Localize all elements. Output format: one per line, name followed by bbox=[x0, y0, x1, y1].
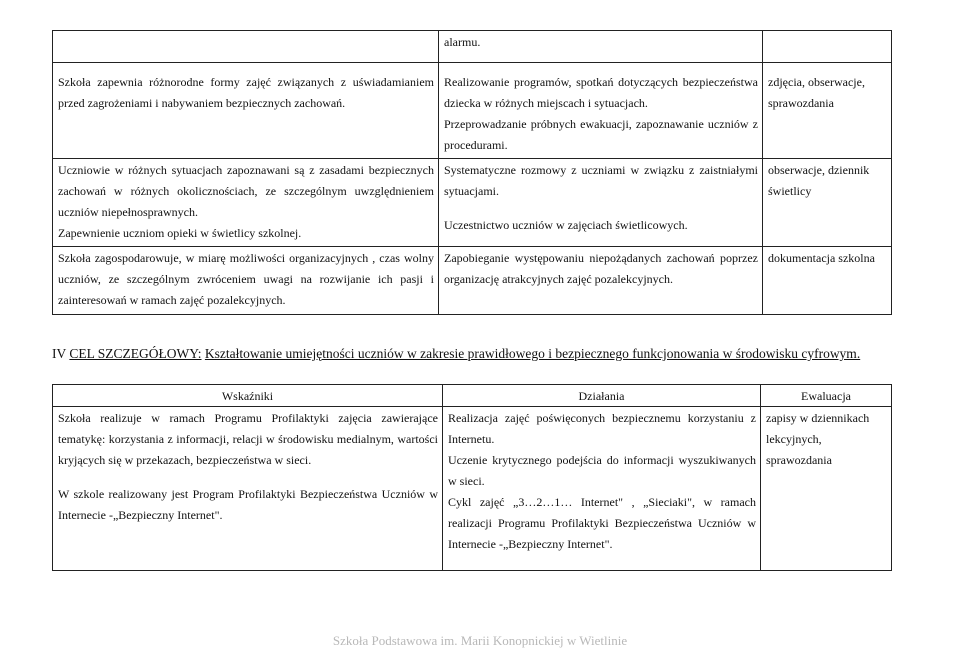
section-label: CEL SZCZEGÓŁOWY: bbox=[69, 346, 202, 361]
cell-text: Uczestnictwo uczniów w zajęciach świetlicowych. bbox=[444, 218, 688, 232]
cell-text: zapisy w dziennikach lekcyjnych, sprawozdania bbox=[766, 411, 870, 467]
cell-text: Uczenie krytycznego podejścia do informacji wyszukiwanych w sieci. bbox=[448, 453, 756, 488]
cell-text: Zapewnienie uczniom opieki w świetlicy szkolnej. bbox=[58, 226, 302, 240]
table-cell bbox=[53, 247, 439, 315]
cell-text: Szkoła zapewnia różnorodne formy zajęć związanych z uświadamianiem przed zagrożeniami i nabywaniem bezpiecznych zachowań. bbox=[58, 75, 434, 110]
spacer bbox=[58, 471, 438, 484]
section-heading bbox=[52, 344, 952, 364]
page-footer: Szkoła Podstawowa im. Marii Konopnickiej w Wietlinie bbox=[332, 633, 628, 648]
cell-text: dokumentacja szkolna bbox=[768, 251, 875, 265]
cell-text: Zapobieganie występowaniu niepożądanych zachowań poprzez organizację atrakcyjnych zajęć pozalekcyjnych. bbox=[444, 251, 758, 286]
table-cell bbox=[763, 247, 892, 315]
table-cell bbox=[439, 31, 763, 63]
cell-text: Cykl zajęć „3…2…1… Internet" , „Sieciaki", w ramach realizacji Programu Profilaktyki Bezpieczeństwa Uczniów w Internecie -„Bezpieczny Internet". bbox=[448, 495, 756, 551]
spacer bbox=[444, 202, 758, 215]
table-cell bbox=[53, 63, 439, 159]
table-row bbox=[53, 31, 892, 63]
table-cell bbox=[439, 159, 763, 247]
cell-text: zdjęcia, obserwacje, sprawozdania bbox=[768, 75, 865, 110]
column-header: Wskaźniki bbox=[53, 385, 443, 407]
table-row bbox=[53, 63, 892, 159]
table-cell bbox=[763, 63, 892, 159]
cell-text: Realizowanie programów, spotkań dotyczących bezpieczeństwa dziecka w różnych miejscach i sytuacjach. bbox=[444, 75, 758, 110]
table-cell bbox=[763, 159, 892, 247]
cell-text: Szkoła realizuje w ramach Programu Profilaktyki zajęcia zawierające tematykę: korzystania z informacji, relacji w środowisku medialnym, wartości kryjących się w przekazach, bezpieczeństwa w sieci. bbox=[58, 411, 438, 467]
cell-text: obserwacje, dziennik świetlicy bbox=[768, 163, 870, 198]
cell-text: alarmu. bbox=[444, 35, 481, 49]
cell-text: W szkole realizowany jest Program Profilaktyki Bezpieczeństwa Uczniów w Internecie -„Bezpieczny Internet". bbox=[58, 487, 438, 522]
bottom-table bbox=[52, 384, 892, 571]
top-table bbox=[52, 30, 892, 315]
cell-text: Przeprowadzanie próbnych ewakuacji, zapoznawanie uczniów z procedurami. bbox=[444, 117, 758, 152]
table-row bbox=[53, 247, 892, 315]
section-number: IV bbox=[52, 346, 67, 361]
table-row bbox=[53, 159, 892, 247]
table-row bbox=[53, 407, 892, 571]
table-header-row bbox=[53, 385, 892, 407]
table-cell bbox=[53, 159, 439, 247]
table-cell bbox=[761, 407, 892, 571]
table-cell bbox=[439, 63, 763, 159]
table-cell bbox=[53, 31, 439, 63]
table-cell bbox=[439, 247, 763, 315]
table-cell bbox=[53, 407, 443, 571]
cell-text: Szkoła zagospodarowuje, w miarę możliwości organizacyjnych , czas wolny uczniów, ze szczególnym zwróceniem uwagi na rozwijanie ich pasji i zainteresowań w ramach zajęć pozalekcyjnych. bbox=[58, 251, 434, 307]
table-cell bbox=[443, 407, 761, 571]
cell-text: Uczniowie w różnych sytuacjach zapoznawani są z zasadami bezpiecznych zachowań w różnych okolicznościach, ze szczególnym uwzględnieniem uczniów niepełnosprawnych. bbox=[58, 163, 434, 219]
column-header: Ewaluacja bbox=[761, 385, 892, 407]
cell-text: Realizacja zajęć poświęconych bezpiecznemu korzystaniu z Internetu. bbox=[448, 411, 756, 446]
cell-text: Systematyczne rozmowy z uczniami w związku z zaistniałymi sytuacjami. bbox=[444, 163, 758, 198]
section-text: Kształtowanie umiejętności uczniów w zakresie prawidłowego i bezpiecznego funkcjonowania w środowisku cyfrowym. bbox=[204, 346, 861, 361]
column-header: Działania bbox=[443, 385, 761, 407]
table-cell bbox=[763, 31, 892, 63]
